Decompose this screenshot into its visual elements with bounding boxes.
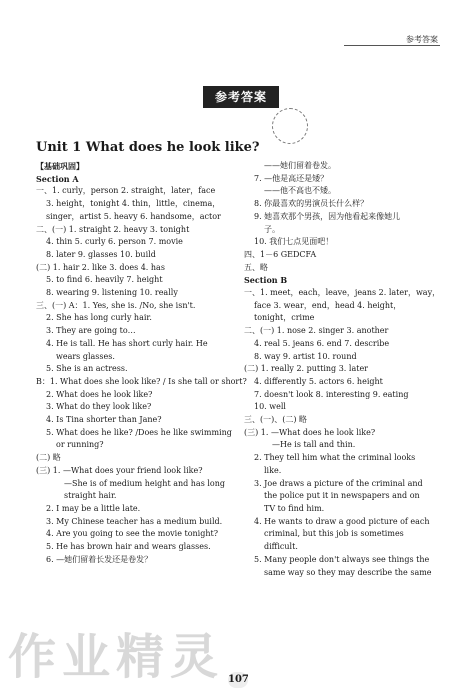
answer-line: 8. 你最喜欢的男演员长什么样？ [254, 199, 369, 209]
answer-line: 3. height，tonight 4. thin，little，cinema， [46, 199, 221, 209]
answer-banner: 参考答案 [203, 86, 279, 108]
left-column [36, 160, 247, 567]
answer-line: 3. My Chinese teacher has a medium build. [46, 516, 223, 526]
answer-line: 二、(一) 1. straight 2. heavy 3. tonight [36, 224, 190, 234]
answer-line: 三、(一) A：1. Yes, she is. /No, she isn't. [36, 300, 196, 310]
answer-line: (二) 1. hair 2. like 3. does 4. has [36, 262, 165, 272]
answer-line: like. [264, 465, 282, 475]
answer-line: 4. Is Tina shorter than Jane? [46, 415, 162, 425]
answer-line: 6. —她们留着长发还是卷发？ [46, 554, 153, 564]
answer-line: (三) 1. —What does he look like? [244, 427, 376, 437]
answer-line: (三) 1. —What does your friend look like? [36, 465, 203, 475]
unit-title: Unit 1 What does he look like? [36, 140, 260, 155]
answer-line: face 3. wear，end，head 4. height， [254, 300, 402, 310]
answer-line: wears glasses. [56, 351, 115, 361]
page-header-label: 参考答案 [406, 35, 438, 44]
answer-line: 2. What does he look like? [46, 389, 153, 399]
answer-line: 一、1. meet，each，leave，jeans 2. later，way， [244, 288, 441, 298]
answer-line: 4. differently 5. actors 6. height [254, 376, 383, 386]
answer-line: 8. wearing 9. listening 10. really [46, 288, 178, 298]
answer-line: B：1. What does she look like? / Is she tall or short? [36, 376, 247, 386]
answer-line: ——他不高也不矮。 [264, 186, 336, 196]
answer-line: 2. She has long curly hair. [46, 313, 152, 323]
answer-line: 10. well [254, 402, 286, 412]
answer-line: 5. He has brown hair and wears glasses. [46, 542, 211, 552]
answer-line: 二、(一) 1. nose 2. singer 3. another [244, 326, 389, 336]
answer-line: 2. They tell him what the criminal looks [254, 453, 416, 463]
answer-line: —She is of medium height and has long [64, 478, 225, 488]
answer-line: (二) 略 [36, 453, 61, 463]
answer-line: 3. They are going to… [46, 326, 136, 336]
stamp-icon [272, 108, 308, 144]
answer-line: difficult. [264, 542, 298, 552]
answer-line: tonight，crime [254, 313, 315, 323]
answer-line: same way so they may describe the same [264, 567, 432, 577]
answer-line: 3. Joe draws a picture of the criminal and [254, 478, 423, 488]
answer-line: 3. What do they look like? [46, 402, 152, 412]
watermark: 作业精灵 [8, 629, 225, 685]
answer-line: 4. Are you going to see the movie tonight? [46, 529, 219, 539]
answer-line: TV to find him. [264, 503, 325, 513]
answer-line: 9. 她喜欢那个男孩，因为他看起来像她儿 [254, 211, 401, 221]
answer-line: 5. to find 6. heavily 7. height [46, 275, 163, 285]
answer-line: 三、(一)、(二) 略 [244, 415, 308, 425]
page-number: 107 [228, 672, 248, 688]
answer-line: 4. He is tall. He has short curly hair. He [46, 338, 208, 348]
answer-line: 【基础巩固】 [36, 161, 84, 171]
answer-line: the police put it in newspapers and on [264, 491, 420, 501]
answer-line: or running? [56, 440, 104, 450]
answer-line: ——她们留着卷发。 [264, 161, 336, 170]
answer-line: straight hair. [64, 491, 117, 501]
answer-line: (二) 1. really 2. putting 3. later [244, 364, 368, 374]
answer-line: 5. What does he like? /Does he like swimming [46, 427, 232, 437]
answer-line: Section B [244, 275, 288, 286]
answer-line: 10. 我们七点见面吧！ [254, 237, 334, 247]
answer-line: singer，artist 5. heavy 6. handsome，actor [46, 211, 221, 221]
answer-line: 四、1－6 GEDCFA [244, 249, 317, 259]
answer-line: Section A [36, 173, 79, 184]
answer-line: 5. Many people don't always see things the [254, 554, 430, 564]
answer-line: 4. He wants to draw a good picture of each [254, 516, 430, 526]
answer-line: 8. later 9. glasses 10. build [46, 249, 156, 259]
answer-line: 7. doesn't look 8. interesting 9. eating [254, 389, 409, 399]
answer-line: 5. She is an actress. [46, 364, 128, 374]
answer-line: 子。 [264, 224, 280, 234]
answer-line: 7. —他是高还是矮？ [254, 173, 329, 183]
answer-line: criminal, but this job is sometimes [264, 529, 404, 539]
answer-line: —He is tall and thin. [272, 440, 356, 450]
answer-line: 五、略 [244, 262, 268, 272]
answer-line: 一、1. curly，person 2. straight，later，face [36, 186, 216, 196]
answer-line: 4. real 5. jeans 6. end 7. describe [254, 338, 390, 348]
right-column [244, 160, 456, 579]
answer-line: 2. I may be a little late. [46, 503, 141, 513]
header-divider [344, 45, 440, 46]
answer-line: 8. way 9. artist 10. round [254, 351, 357, 361]
answer-line: 4. thin 5. curly 6. person 7. movie [46, 237, 183, 247]
